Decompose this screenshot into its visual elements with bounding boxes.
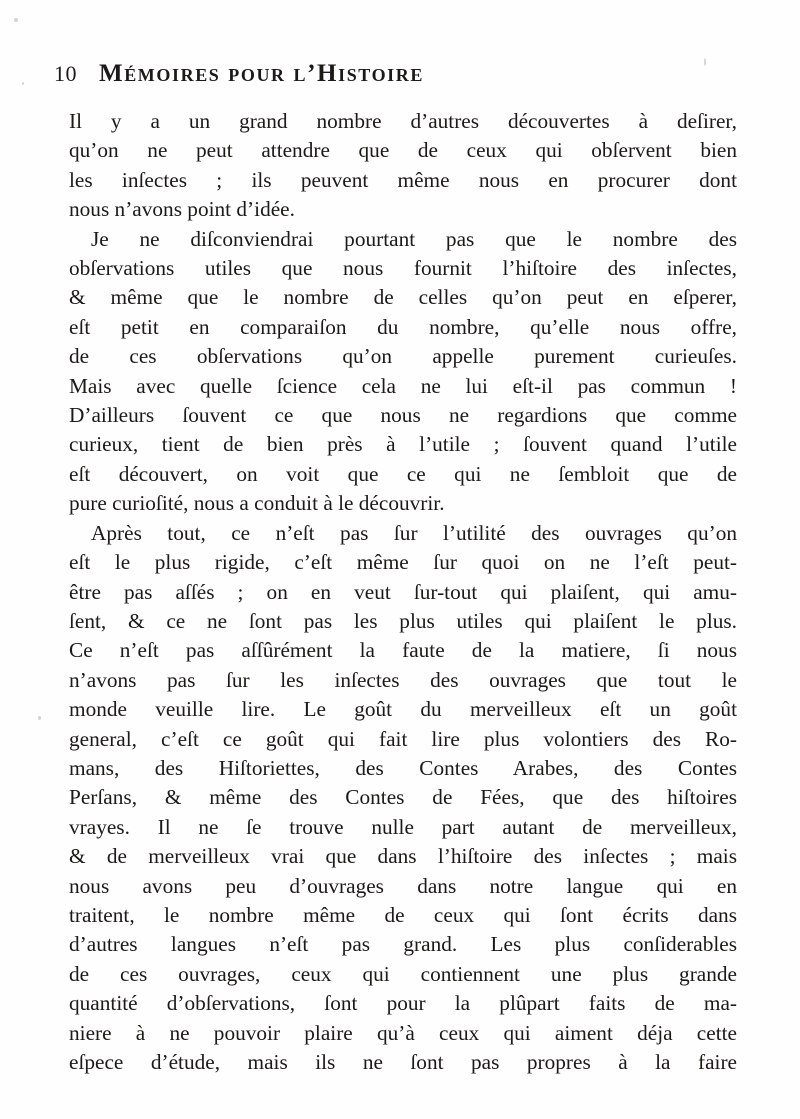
body-text xyxy=(69,107,737,1077)
text-line: de ces ouvrages, ceux qui contiennent une plus grande xyxy=(69,961,737,986)
paper-speck xyxy=(22,82,24,85)
text-line: n’avons pas ſur les inſectes des ouvrages que tout le xyxy=(69,667,737,692)
text-line: eſt le plus rigide, c’eſt même ſur quoi on ne l’eſt peut- xyxy=(69,550,737,575)
text-line: être pas aſſés ; on en veut ſur-tout qui plaiſent, qui amu- xyxy=(69,579,737,604)
text-line: eſt découvert, on voit que ce qui ne ſembloit que de xyxy=(69,461,737,486)
text-line: Ce n’eſt pas aſſûrément la faute de la matiere, ſi nous xyxy=(69,638,737,663)
text-line: d’autres langues n’eſt pas grand. Les plus conſiderables xyxy=(69,932,737,957)
text-line: qu’on ne peut attendre que de ceux qui obſervent bien xyxy=(69,138,737,163)
text-line: les inſectes ; ils peuvent même nous en procurer dont xyxy=(69,167,737,192)
text-line: obſervations utiles que nous fournit l’hiſtoire des inſectes, xyxy=(69,256,737,281)
text-line: eſpece d’étude, mais ils ne ſont pas propres à la faire xyxy=(69,1050,737,1074)
text-line: Mais avec quelle ſcience cela ne lui eſt-il pas commun ! xyxy=(69,373,737,398)
text-line: quantité d’obſervations, ſont pour la plûpart faits de ma- xyxy=(69,991,737,1016)
text-line: Après tout, ce n’eſt pas ſur l’utilité des ouvrages qu’on xyxy=(91,520,737,545)
text-line: pure curioſité, nous a conduit à le découvrir. xyxy=(69,491,445,516)
text-line: curieux, tient de bien près à l’utile ; ſouvent quand l’utile xyxy=(69,432,737,457)
text-line: de ces obſervations qu’on appelle purement curieuſes. xyxy=(69,344,737,369)
text-line: nous avons peu d’ouvrages dans notre langue qui en xyxy=(69,873,737,898)
paper-speck xyxy=(38,716,41,720)
paper-speck xyxy=(704,58,706,66)
text-line: & même que le nombre de celles qu’on peut en eſperer, xyxy=(69,285,737,310)
text-line: eſt petit en comparaiſon du nombre, qu’elle nous offre, xyxy=(69,314,737,339)
page-header xyxy=(54,60,704,92)
text-line: ſent, & ce ne ſont pas les plus utiles qui plaiſent le plus. xyxy=(69,608,737,633)
text-line: general, c’eſt ce goût qui fait lire plus volontiers des Ro- xyxy=(69,726,737,751)
paper-speck xyxy=(14,18,18,22)
text-line: niere à ne pouvoir plaire qu’à ceux qui aiment déja cette xyxy=(69,1020,737,1045)
text-line: traitent, le nombre même de ceux qui ſont écrits dans xyxy=(69,902,737,927)
running-title: Mémoires pour l’Histoire xyxy=(99,60,424,87)
page-number: 10 xyxy=(54,61,77,86)
text-line: & de merveilleux vrai que dans l’hiſtoire des inſectes ; mais xyxy=(69,844,737,869)
text-line: mans, des Hiſtoriettes, des Contes Arabes, des Contes xyxy=(69,755,737,780)
text-line: Il y a un grand nombre d’autres découvertes à deſirer, xyxy=(69,109,737,133)
text-line: Perſans, & même des Contes de Fées, que des hiſtoires xyxy=(69,785,737,810)
text-line: D’ailleurs ſouvent ce que nous ne regardions que comme xyxy=(69,403,737,428)
text-line: Je ne diſconviendrai pourtant pas que le nombre des xyxy=(91,226,737,251)
text-line: nous n’avons point d’idée. xyxy=(69,197,295,222)
text-line: vrayes. Il ne ſe trouve nulle part autant de merveilleux, xyxy=(69,814,737,839)
text-line: monde veuille lire. Le goût du merveilleux eſt un goût xyxy=(69,697,737,722)
